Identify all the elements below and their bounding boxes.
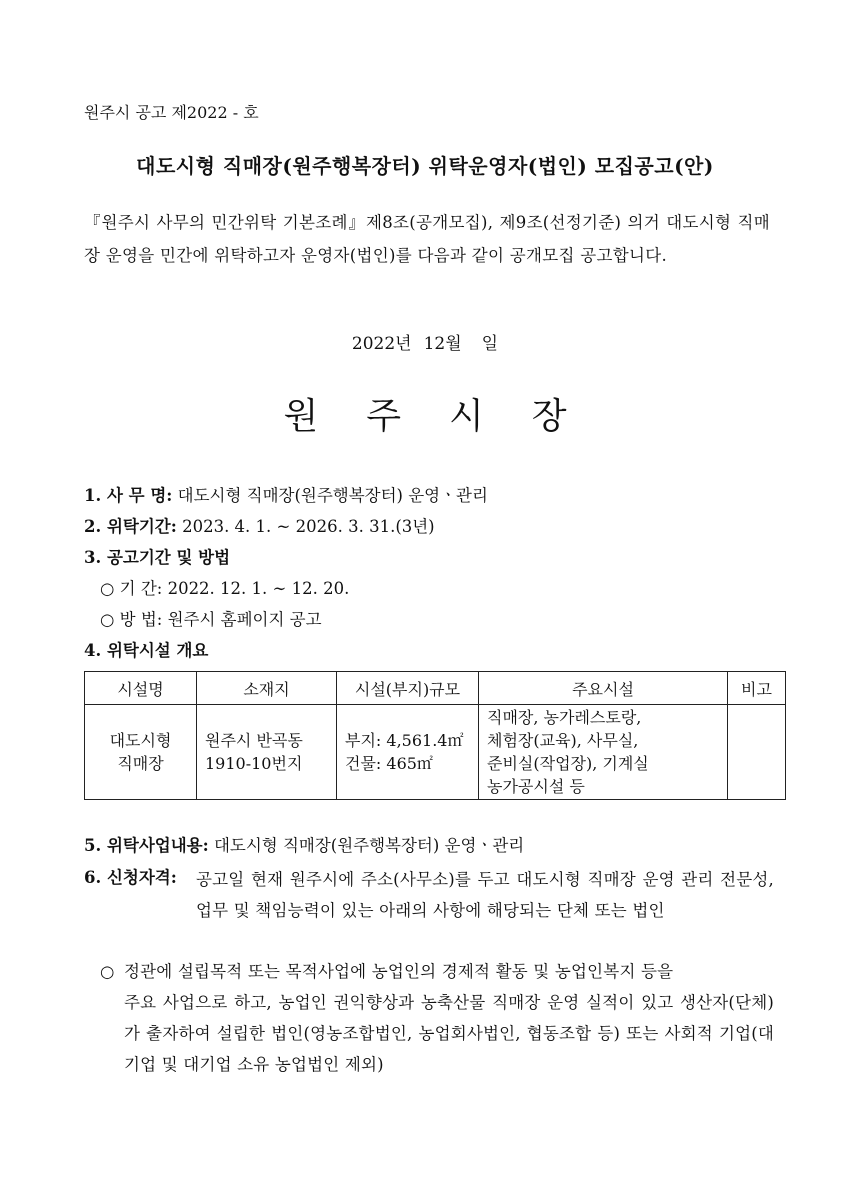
- item-contract-period-label: 2. 위탁기간:: [84, 517, 177, 536]
- item-task-name: [84, 482, 488, 506]
- facility-main-line: 체험장(교육), 사무실,: [487, 731, 639, 750]
- table-header-cell: 시설명: [85, 672, 197, 705]
- facility-scale-line: 부지: 4,561.4㎡: [345, 731, 464, 750]
- facility-location-cell: [197, 705, 337, 800]
- bullet-first-line: 정관에 설립목적 또는 목적사업에 농업인의 경제적 활동 및 농업인복지 등을: [124, 962, 674, 981]
- notice-period-line: ○ 기 간: 2022. 12. 1. ∼ 12. 20.: [100, 579, 350, 598]
- facility-scale-cell: [337, 705, 479, 800]
- date-day: 일: [481, 334, 499, 354]
- facility-note-cell: [728, 705, 786, 800]
- item-task-name-label: 1. 사 무 명:: [84, 486, 173, 505]
- table-header-cell: 시설(부지)규모: [337, 672, 479, 705]
- announcement-date: [0, 329, 850, 354]
- bullet-marker: ○: [100, 962, 115, 981]
- item-eligibility-label: 6. 신청자격:: [84, 868, 177, 887]
- document-title: 대도시형 직매장(원주행복장터) 위탁운영자(법인) 모집공고(안): [136, 154, 714, 178]
- facility-name-line: 대도시형: [109, 731, 172, 750]
- item-facility-overview-label: 4. 위탁시설 개요: [84, 641, 209, 660]
- item-task-name-value: 대도시형 직매장(원주행복장터) 운영ㆍ관리: [177, 486, 488, 505]
- item-eligibility-value: 공고일 현재 원주시에 주소(사무소)를 두고 대도시형 직매장 운영 관리 전문성, 업무 및 책임능력이 있는 아래의 사항에 해당되는 단체 또는 법인: [196, 870, 774, 920]
- issuer-name: 원주시장: [283, 396, 615, 437]
- item-contract-period: [84, 513, 435, 537]
- date-month: 12월: [423, 334, 462, 354]
- table-header-cell: 비고: [728, 672, 786, 705]
- facility-table: [84, 671, 786, 800]
- facility-location-line: 원주시 반곡동: [205, 731, 303, 750]
- facility-name-line: 직매장: [117, 754, 164, 773]
- table-header-row: [85, 672, 786, 705]
- facility-main-cell: [479, 705, 728, 800]
- item-contract-period-value: 2023. 4. 1. ~ 2026. 3. 31.(3년): [182, 517, 435, 536]
- item-business-content: [84, 832, 524, 856]
- item-notice-period-label: 3. 공고기간 및 방법: [84, 548, 231, 567]
- facility-main-line: 준비실(작업장), 기계실: [487, 754, 649, 773]
- bullet-rest: 주요 사업으로 하고, 농업인 권익향상과 농축산물 직매장 운영 실적이 있고 생산자(단체)가 출자하여 설립한 법인(영농조합법인, 농업회사법인, 협동조합 등) 또는 사회적 기업(대기업 및 대기업 소유 농업법인 제외): [124, 993, 774, 1074]
- notice-number: 원주시 공고 제2022 - 호: [84, 103, 259, 122]
- table-row: [85, 705, 786, 800]
- facility-name-cell: [85, 705, 197, 800]
- item-eligibility-label-wrap: [84, 864, 177, 888]
- date-year: 2022년: [351, 334, 412, 354]
- item-notice-period-heading: [84, 544, 230, 568]
- item-business-content-label: 5. 위탁사업내용:: [84, 836, 209, 855]
- facility-scale-line: 건물: 465㎡: [345, 754, 433, 773]
- eligibility-bullet: [100, 956, 774, 1080]
- table-header-cell: 소재지: [197, 672, 337, 705]
- facility-location-line: 1910-10번지: [205, 754, 303, 773]
- item-business-content-value: 대도시형 직매장(원주행복장터) 운영ㆍ관리: [213, 836, 525, 855]
- facility-main-line: 직매장, 농가레스토랑,: [487, 708, 642, 727]
- table-header-cell: 주요시설: [479, 672, 728, 705]
- intro-paragraph: 『원주시 사무의 민간위탁 기본조례』제8조(공개모집), 제9조(선정기준) 의거 대도시형 직매장 운영을 민간에 위탁하고자 운영자(법인)를 다음과 같이 공개모집 공고합니다.: [84, 213, 770, 265]
- item-facility-overview-heading: [84, 637, 208, 661]
- notice-method-line: ○ 방 법: 원주시 홈페이지 공고: [100, 610, 322, 629]
- facility-main-line: 농가공시설 등: [487, 777, 585, 796]
